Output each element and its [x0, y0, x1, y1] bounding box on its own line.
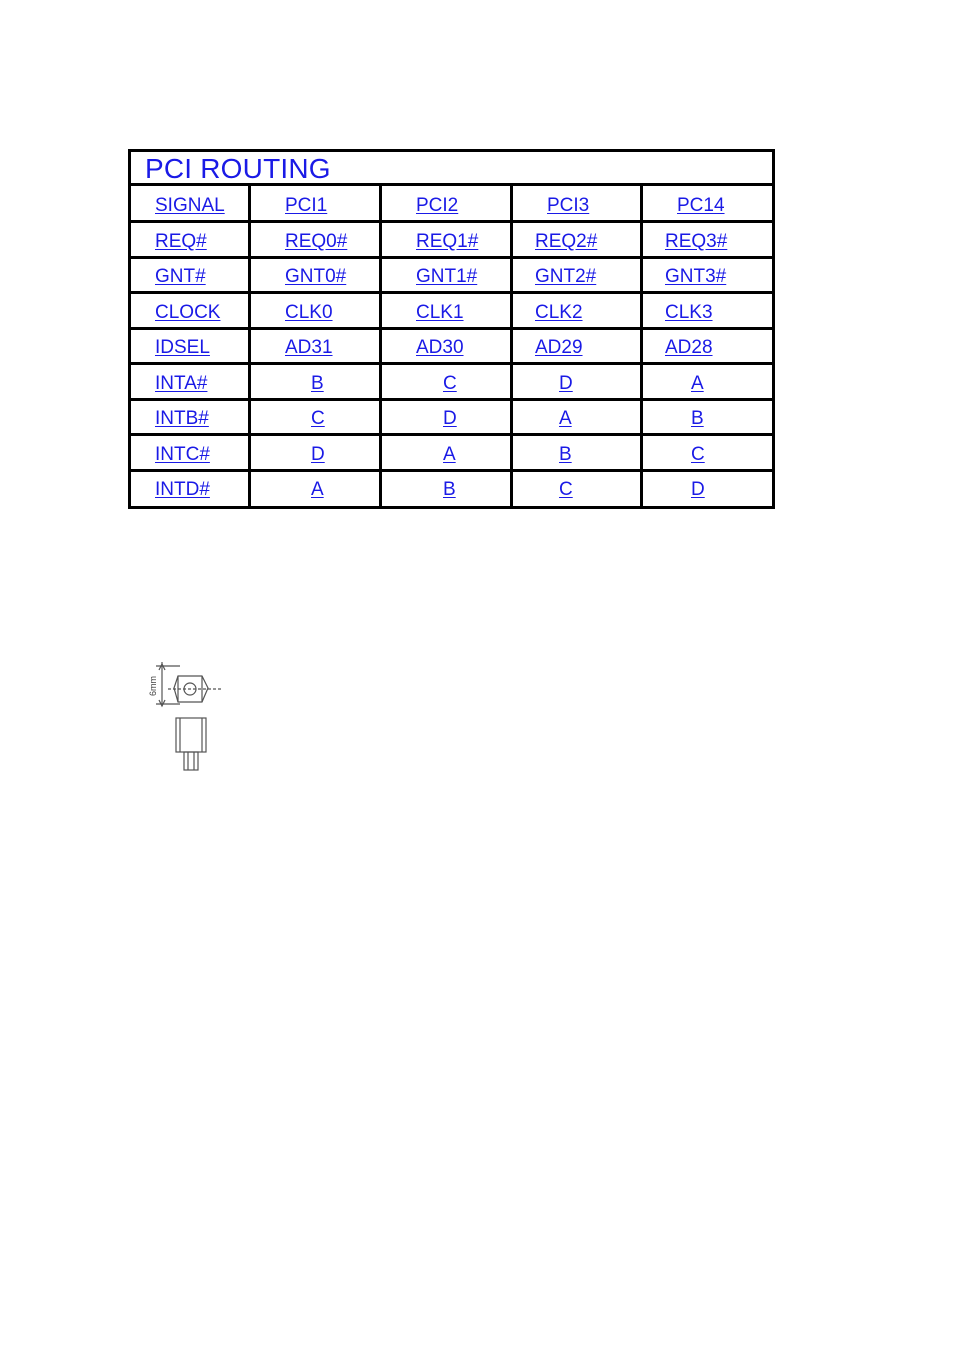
table-row-divider: [131, 469, 772, 472]
table-row-divider: [131, 398, 772, 401]
table-cell: D: [691, 479, 705, 500]
table-row-divider: [131, 433, 772, 436]
table-cell: AD31: [285, 337, 333, 358]
table-cell: REQ#: [155, 230, 207, 252]
table-cell: AD28: [665, 337, 713, 358]
table-cell: D: [443, 408, 457, 429]
table-cell: A: [311, 479, 324, 500]
table-header-cell: PC14: [677, 195, 725, 216]
threaded-stud-icon: [184, 752, 198, 770]
table-cell: CLOCK: [155, 301, 221, 323]
table-cell: A: [559, 408, 572, 429]
table-title-row: [131, 152, 772, 186]
table-cell: AD29: [535, 337, 583, 358]
table-cell: CLK1: [416, 301, 464, 323]
table-column-divider: [640, 186, 643, 506]
table-cell: GNT#: [155, 266, 206, 287]
table-cell: B: [311, 372, 324, 394]
pci-routing-table: [128, 149, 775, 509]
table-title: PCI ROUTING: [145, 153, 331, 184]
table-column-divider: [510, 186, 513, 506]
table-cell: A: [443, 443, 456, 465]
table-cell: C: [311, 408, 325, 429]
table-row-divider: [131, 327, 772, 330]
table-cell: D: [559, 372, 573, 394]
table-cell: CLK0: [285, 301, 333, 323]
table-header-cell: PCI2: [416, 195, 459, 216]
table-cell: REQ3#: [665, 230, 728, 252]
table-cell: GNT1#: [416, 266, 478, 287]
table-row-divider: [131, 291, 772, 294]
table-row-divider: [131, 362, 772, 365]
table-cell: REQ1#: [416, 230, 479, 252]
table-header-cell: PCI1: [285, 195, 328, 216]
dimension-label: 6mm: [148, 676, 158, 696]
table-cell: AD30: [416, 337, 464, 358]
table-column-divider: [248, 186, 251, 506]
table-cell: D: [311, 443, 325, 465]
table-cell: A: [691, 372, 704, 394]
table-cell: GNT3#: [665, 266, 727, 287]
table-cell: IDSEL: [155, 337, 210, 358]
table-cell: GNT0#: [285, 266, 347, 287]
table-header-cell: SIGNAL: [155, 195, 225, 216]
standoff-diagram: [140, 656, 230, 776]
table-header-cell: PCI3: [547, 195, 590, 216]
table-cell: REQ2#: [535, 230, 598, 252]
table-grid: [131, 186, 772, 506]
table-cell: INTD#: [155, 479, 210, 500]
table-cell: C: [691, 443, 705, 465]
table-cell: INTA#: [155, 372, 208, 394]
table-cell: INTC#: [155, 443, 210, 465]
table-cell: C: [443, 372, 457, 394]
table-cell: GNT2#: [535, 266, 597, 287]
table-cell: B: [691, 408, 704, 429]
table-cell: CLK2: [535, 301, 583, 323]
table-cell: B: [443, 479, 456, 500]
table-cell: INTB#: [155, 408, 209, 429]
table-row-divider: [131, 220, 772, 223]
table-row-divider: [131, 256, 772, 259]
table-column-divider: [379, 186, 382, 506]
table-cell: C: [559, 479, 573, 500]
table-cell: CLK3: [665, 301, 713, 323]
table-cell: REQ0#: [285, 230, 348, 252]
table-cell: B: [559, 443, 572, 465]
